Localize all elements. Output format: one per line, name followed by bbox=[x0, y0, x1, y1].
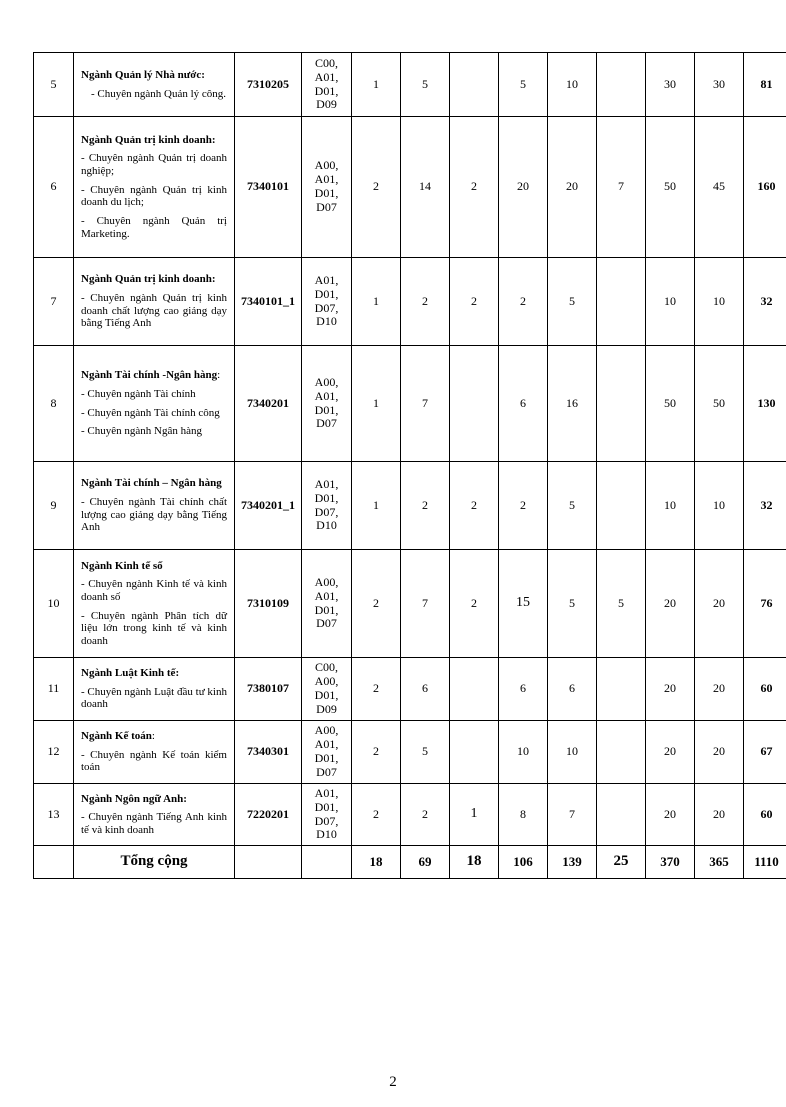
quota-value: 50 bbox=[646, 117, 695, 258]
major-cell bbox=[74, 550, 235, 658]
quota-value: 6 bbox=[499, 346, 548, 462]
subject-combination: D10 bbox=[316, 314, 337, 329]
quota-value: 6 bbox=[401, 658, 450, 721]
quota-value: 1 bbox=[352, 462, 401, 550]
quota-value bbox=[597, 53, 646, 117]
row-number: 11 bbox=[34, 658, 74, 721]
subject-combination: D07 bbox=[316, 764, 337, 779]
quota-value bbox=[597, 462, 646, 550]
row-total: 67 bbox=[744, 721, 786, 784]
quota-value bbox=[597, 721, 646, 784]
quota-value: 2 bbox=[352, 117, 401, 258]
subject-combination: D01, bbox=[314, 186, 339, 200]
subject-combinations bbox=[302, 784, 352, 846]
table-row bbox=[34, 53, 786, 117]
quota-value: 8 bbox=[499, 784, 548, 846]
subject-combination: D01, bbox=[314, 799, 339, 814]
subject-combination: D01, bbox=[314, 602, 339, 617]
quota-value: 20 bbox=[695, 658, 744, 721]
row-number: 13 bbox=[34, 784, 74, 846]
major-cell bbox=[74, 117, 235, 258]
quota-value: 2 bbox=[352, 784, 401, 846]
summary-row bbox=[34, 846, 786, 879]
subject-combination: A01, bbox=[314, 476, 339, 491]
subject-combinations bbox=[302, 462, 352, 550]
subject-combinations bbox=[302, 721, 352, 784]
subject-combination: D01, bbox=[314, 490, 339, 505]
subject-combination: D10 bbox=[316, 827, 337, 842]
row-total: 32 bbox=[744, 258, 786, 346]
row-total: 60 bbox=[744, 658, 786, 721]
quota-value: 7 bbox=[548, 784, 597, 846]
major-title bbox=[81, 667, 227, 680]
quota-value bbox=[450, 53, 499, 117]
quota-value: 2 bbox=[352, 658, 401, 721]
major-cell bbox=[74, 258, 235, 346]
specialization: - Chuyên ngành Luật đầu tư kinh doanh bbox=[81, 685, 227, 711]
quota-value: 10 bbox=[548, 53, 597, 117]
row-total: 130 bbox=[744, 346, 786, 462]
subject-combinations bbox=[302, 117, 352, 258]
summary-value: 25 bbox=[597, 846, 646, 879]
major-title bbox=[81, 477, 227, 490]
major-cell bbox=[74, 462, 235, 550]
summary-empty-cell bbox=[34, 846, 74, 879]
major-name: Ngành Quản trị kinh doanh: bbox=[81, 273, 216, 286]
subject-combination: A01, bbox=[314, 272, 339, 287]
quota-value: 1 bbox=[450, 784, 499, 846]
major-code: 7310109 bbox=[235, 550, 302, 658]
quota-value: 5 bbox=[401, 721, 450, 784]
table-row bbox=[34, 658, 786, 721]
specialization: - Chuyên ngành Quản trị Marketing. bbox=[81, 214, 227, 240]
major-title bbox=[81, 69, 227, 82]
specialization: - Chuyên ngành Kinh tế và kinh doanh số bbox=[81, 578, 227, 603]
specialization: - Chuyên ngành Ngân hàng bbox=[81, 425, 202, 438]
subject-combinations bbox=[302, 346, 352, 462]
quota-value: 7 bbox=[401, 346, 450, 462]
subject-combination: D07, bbox=[314, 813, 339, 828]
subject-combination: D01, bbox=[314, 286, 339, 301]
specialization: - Chuyên ngành Tiếng Anh kinh tế và kinh doanh bbox=[81, 811, 227, 836]
quota-value: 5 bbox=[597, 550, 646, 658]
row-number: 9 bbox=[34, 462, 74, 550]
subject-combination: A00, bbox=[314, 674, 339, 689]
subject-combination: A00, bbox=[314, 374, 339, 389]
major-cell bbox=[74, 784, 235, 846]
quota-value: 5 bbox=[499, 53, 548, 117]
major-name: Ngành Kinh tế số bbox=[81, 559, 163, 572]
subject-combinations bbox=[302, 258, 352, 346]
quota-value: 30 bbox=[695, 53, 744, 117]
specialization: - Chuyên ngành Quản trị kinh doanh du lịch; bbox=[81, 183, 227, 209]
quota-value: 10 bbox=[646, 258, 695, 346]
major-title bbox=[81, 273, 227, 286]
quota-value: 2 bbox=[499, 258, 548, 346]
major-code: 7220201 bbox=[235, 784, 302, 846]
major-code: 7310205 bbox=[235, 53, 302, 117]
subject-combination: A00, bbox=[314, 158, 339, 173]
subject-combinations bbox=[302, 550, 352, 658]
subject-combination: D07, bbox=[314, 504, 339, 519]
quota-value: 20 bbox=[646, 550, 695, 658]
quota-value: 5 bbox=[548, 550, 597, 658]
table-row bbox=[34, 721, 786, 784]
quota-value: 20 bbox=[499, 117, 548, 258]
subject-combination: A00, bbox=[314, 574, 339, 589]
quota-value: 2 bbox=[401, 462, 450, 550]
quota-value: 2 bbox=[450, 462, 499, 550]
specialization: - Chuyên ngành Phân tích dữ liệu lớn trong kinh tế và kinh doanh bbox=[81, 609, 227, 647]
row-total: 32 bbox=[744, 462, 786, 550]
quota-value: 14 bbox=[401, 117, 450, 258]
subject-combination: D01, bbox=[314, 83, 339, 98]
quota-value: 7 bbox=[597, 117, 646, 258]
quota-value bbox=[450, 721, 499, 784]
row-number: 5 bbox=[34, 53, 74, 117]
major-title bbox=[81, 369, 227, 382]
major-code: 7340301 bbox=[235, 721, 302, 784]
quota-value bbox=[597, 784, 646, 846]
quota-value: 10 bbox=[646, 462, 695, 550]
quota-value: 50 bbox=[695, 346, 744, 462]
major-code: 7340101_1 bbox=[235, 258, 302, 346]
table-row bbox=[34, 346, 786, 462]
subject-combination: D09 bbox=[316, 701, 337, 716]
subject-combination: A01, bbox=[314, 69, 339, 84]
quota-value: 10 bbox=[548, 721, 597, 784]
specialization: - Chuyên ngành Tài chính bbox=[81, 387, 196, 400]
admission-quota-table bbox=[33, 52, 786, 879]
row-total: 60 bbox=[744, 784, 786, 846]
subject-combination: D07 bbox=[316, 416, 337, 431]
quota-value: 20 bbox=[695, 721, 744, 784]
summary-value: 370 bbox=[646, 846, 695, 879]
row-number: 12 bbox=[34, 721, 74, 784]
quota-value: 20 bbox=[646, 721, 695, 784]
row-total: 81 bbox=[744, 53, 786, 117]
specialization: - Chuyên ngành Tài chính chất lượng cao giảng dạy bằng Tiếng Anh bbox=[81, 495, 227, 534]
quota-value: 30 bbox=[646, 53, 695, 117]
major-code: 7340101 bbox=[235, 117, 302, 258]
table-row bbox=[34, 784, 786, 846]
quota-value: 2 bbox=[450, 117, 499, 258]
quota-value: 1 bbox=[352, 53, 401, 117]
row-number: 10 bbox=[34, 550, 74, 658]
quota-value: 16 bbox=[548, 346, 597, 462]
subject-combination: D09 bbox=[316, 97, 337, 112]
major-name: Ngành Luật Kinh tế: bbox=[81, 667, 180, 680]
subject-combination: A00, bbox=[314, 723, 339, 738]
quota-value: 20 bbox=[548, 117, 597, 258]
specialization: - Chuyên ngành Tài chính công bbox=[81, 406, 220, 419]
quota-value: 2 bbox=[450, 550, 499, 658]
summary-value: 106 bbox=[499, 846, 548, 879]
specialization: - Chuyên ngành Kế toán kiểm toán bbox=[81, 748, 227, 774]
row-number: 8 bbox=[34, 346, 74, 462]
major-code: 7380107 bbox=[235, 658, 302, 721]
subject-combination: D07, bbox=[314, 300, 339, 315]
major-code: 7340201_1 bbox=[235, 462, 302, 550]
quota-value: 2 bbox=[499, 462, 548, 550]
quota-value: 5 bbox=[401, 53, 450, 117]
quota-value: 15 bbox=[499, 550, 548, 658]
subject-combination: A01, bbox=[314, 388, 339, 403]
subject-combination: D01, bbox=[314, 751, 339, 765]
subject-combination: C00, bbox=[314, 55, 338, 70]
subject-combinations bbox=[302, 658, 352, 721]
quota-value: 2 bbox=[450, 258, 499, 346]
summary-value: 139 bbox=[548, 846, 597, 879]
quota-value: 10 bbox=[695, 258, 744, 346]
summary-value: 18 bbox=[352, 846, 401, 879]
subject-combination: A01, bbox=[314, 588, 339, 603]
quota-value: 2 bbox=[352, 550, 401, 658]
quota-value: 20 bbox=[695, 784, 744, 846]
major-name: Ngành Quản lý Nhà nước: bbox=[81, 68, 205, 81]
quota-value: 10 bbox=[695, 462, 744, 550]
table-row bbox=[34, 462, 786, 550]
quota-value: 2 bbox=[401, 784, 450, 846]
page-number: 2 bbox=[389, 1074, 397, 1090]
quota-value: 20 bbox=[646, 658, 695, 721]
row-total: 76 bbox=[744, 550, 786, 658]
specialization: - Chuyên ngành Quản lý công. bbox=[91, 87, 227, 100]
specialization: - Chuyên ngành Quản trị kinh doanh chất lượng cao giảng dạy bằng Tiếng Anh bbox=[81, 291, 227, 330]
summary-value: 69 bbox=[401, 846, 450, 879]
major-name: Ngành Ngôn ngữ Anh: bbox=[81, 792, 187, 805]
table-row bbox=[34, 550, 786, 658]
major-cell bbox=[74, 53, 235, 117]
summary-value: 365 bbox=[695, 846, 744, 879]
row-total: 160 bbox=[744, 117, 786, 258]
quota-value: 2 bbox=[352, 721, 401, 784]
quota-value: 45 bbox=[695, 117, 744, 258]
major-cell bbox=[74, 721, 235, 784]
major-title bbox=[81, 134, 227, 147]
table-row bbox=[34, 117, 786, 258]
quota-value: 50 bbox=[646, 346, 695, 462]
major-cell bbox=[74, 346, 235, 462]
quota-value bbox=[597, 258, 646, 346]
subject-combination: A01, bbox=[314, 172, 339, 187]
quota-value: 2 bbox=[401, 258, 450, 346]
subject-combination: D07 bbox=[316, 199, 337, 214]
subject-combination: D10 bbox=[316, 518, 337, 533]
quota-value: 6 bbox=[548, 658, 597, 721]
quota-value: 1 bbox=[352, 346, 401, 462]
subject-combination: D01, bbox=[314, 402, 339, 417]
subject-combination: C00, bbox=[314, 660, 338, 675]
summary-label: Tổng cộng bbox=[74, 846, 235, 879]
summary-value: 18 bbox=[450, 846, 499, 879]
quota-value bbox=[597, 658, 646, 721]
subject-combination: A01, bbox=[314, 737, 339, 752]
major-code: 7340201 bbox=[235, 346, 302, 462]
row-number: 7 bbox=[34, 258, 74, 346]
subject-combination: D07 bbox=[316, 616, 337, 631]
major-cell bbox=[74, 658, 235, 721]
grand-total: 1110 bbox=[744, 846, 786, 879]
quota-value: 5 bbox=[548, 258, 597, 346]
major-name: Ngành Tài chính – Ngân hàng bbox=[81, 477, 222, 490]
major-name-suffix: : bbox=[151, 730, 155, 743]
summary-empty-cell bbox=[302, 846, 352, 879]
subject-combination: D01, bbox=[314, 688, 339, 702]
major-title bbox=[81, 793, 227, 806]
major-name: Ngành Kế toán bbox=[81, 730, 152, 743]
subject-combinations bbox=[302, 53, 352, 117]
quota-value bbox=[597, 346, 646, 462]
specialization: - Chuyên ngành Quản trị doanh nghiệp; bbox=[81, 152, 227, 178]
major-name: Ngành Tài chính -Ngân hàng bbox=[81, 369, 218, 382]
row-number: 6 bbox=[34, 117, 74, 258]
quota-value: 10 bbox=[499, 721, 548, 784]
table-row bbox=[34, 258, 786, 346]
quota-value: 7 bbox=[401, 550, 450, 658]
major-name-suffix: : bbox=[217, 369, 221, 382]
quota-value bbox=[450, 346, 499, 462]
quota-value: 5 bbox=[548, 462, 597, 550]
major-title bbox=[81, 730, 227, 743]
quota-value: 20 bbox=[646, 784, 695, 846]
quota-value bbox=[450, 658, 499, 721]
summary-empty-cell bbox=[235, 846, 302, 879]
subject-combination: A01, bbox=[314, 785, 339, 800]
major-title bbox=[81, 560, 227, 573]
quota-value: 1 bbox=[352, 258, 401, 346]
major-name: Ngành Quản trị kinh doanh: bbox=[81, 133, 216, 146]
quota-value: 20 bbox=[695, 550, 744, 658]
quota-value: 6 bbox=[499, 658, 548, 721]
